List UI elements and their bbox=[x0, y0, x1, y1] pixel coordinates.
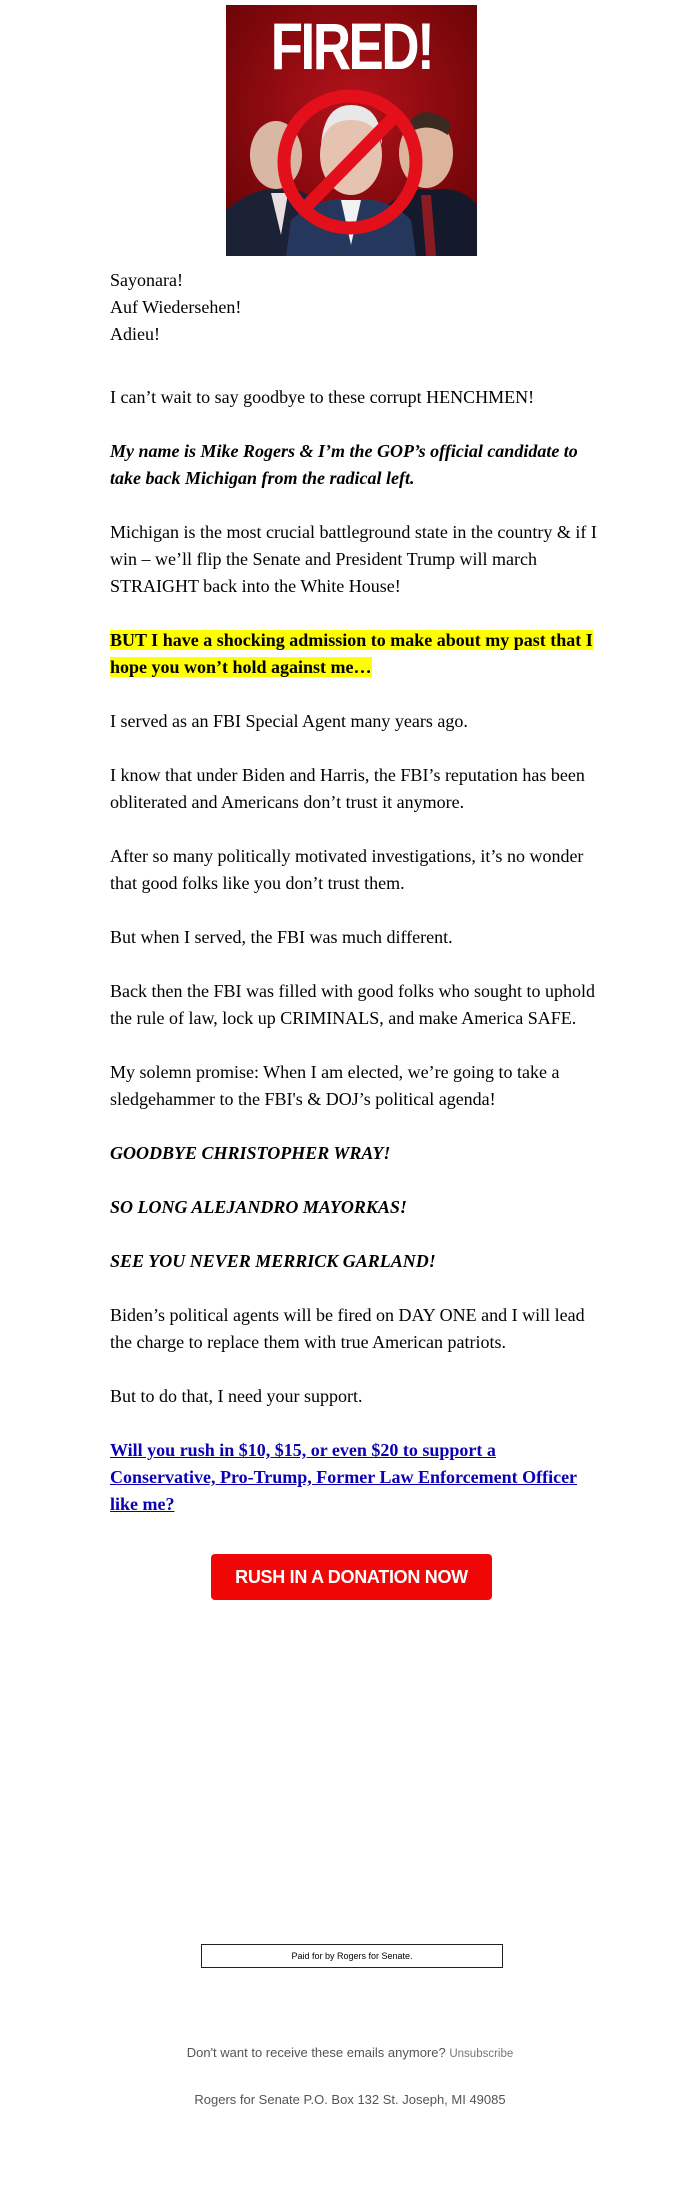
paragraph: But when I served, the FBI was much different. bbox=[110, 927, 453, 947]
donate-button[interactable]: RUSH IN A DONATION NOW bbox=[211, 1554, 492, 1600]
paragraph: After so many politically motivated investigations, it’s no wonder that good folks like you don’t trust them. bbox=[110, 846, 584, 893]
paragraph: I served as an FBI Special Agent many years ago. bbox=[110, 711, 468, 731]
unsubscribe-link[interactable]: Unsubscribe bbox=[449, 2048, 514, 2060]
donate-link[interactable]: Will you rush in $10, $15, or even $20 to support a Conservative, Pro-Trump, Former Law Enforcement Officer like me? bbox=[110, 1440, 578, 1514]
callout-garland: SEE YOU NEVER MERRICK GARLAND! bbox=[110, 1251, 436, 1271]
hero-image bbox=[226, 5, 477, 256]
intro-paragraph: My name is Mike Rogers & I’m the GOP’s official candidate to take back Michigan from the radical left. bbox=[110, 441, 578, 488]
greeting-line: Sayonara! bbox=[110, 270, 183, 290]
highlighted-paragraph bbox=[110, 627, 602, 681]
paragraph: But to do that, I need your support. bbox=[110, 1386, 363, 1406]
paragraph: Biden’s political agents will be fired on DAY ONE and I will lead the charge to replace them with true American patriots. bbox=[110, 1305, 585, 1352]
paragraph: Back then the FBI was filled with good folks who sought to uphold the rule of law, lock up CRIMINALS, and make America SAFE. bbox=[110, 981, 595, 1028]
paragraph: Michigan is the most crucial battleground state in the country & if I win – we’ll flip the Senate and President Trump will march STRAIGHT back into the White House! bbox=[110, 522, 597, 596]
callout-wray: GOODBYE CHRISTOPHER WRAY! bbox=[110, 1143, 391, 1163]
paragraph: I know that under Biden and Harris, the FBI’s reputation has been obliterated and Americans don’t trust it anymore. bbox=[110, 765, 585, 812]
greeting-line: Auf Wiedersehen! bbox=[110, 297, 242, 317]
callout-mayorkas: SO LONG ALEJANDRO MAYORKAS! bbox=[110, 1197, 407, 1217]
highlighted-text: BUT I have a shocking admission to make about my past that I hope you won’t hold against me… bbox=[110, 630, 593, 677]
hero-headline: FIRED! bbox=[270, 9, 433, 83]
unsubscribe-prompt: Don't want to receive these emails anymore? bbox=[186, 2045, 446, 2060]
paid-for-disclaimer: Paid for by Rogers for Senate. bbox=[201, 1944, 503, 1968]
cta-paragraph bbox=[110, 1437, 602, 1518]
unsubscribe-line bbox=[0, 2045, 700, 2060]
email-body bbox=[110, 267, 602, 1545]
paragraph: My solemn promise: When I am elected, we’re going to take a sledgehammer to the FBI's & DOJ’s political agenda! bbox=[110, 1062, 560, 1109]
mailing-address: Rogers for Senate P.O. Box 132 St. Joseph, MI 49085 bbox=[194, 2092, 506, 2107]
paragraph: I can’t wait to say goodbye to these corrupt HENCHMEN! bbox=[110, 387, 535, 407]
greeting-line: Adieu! bbox=[110, 324, 160, 344]
